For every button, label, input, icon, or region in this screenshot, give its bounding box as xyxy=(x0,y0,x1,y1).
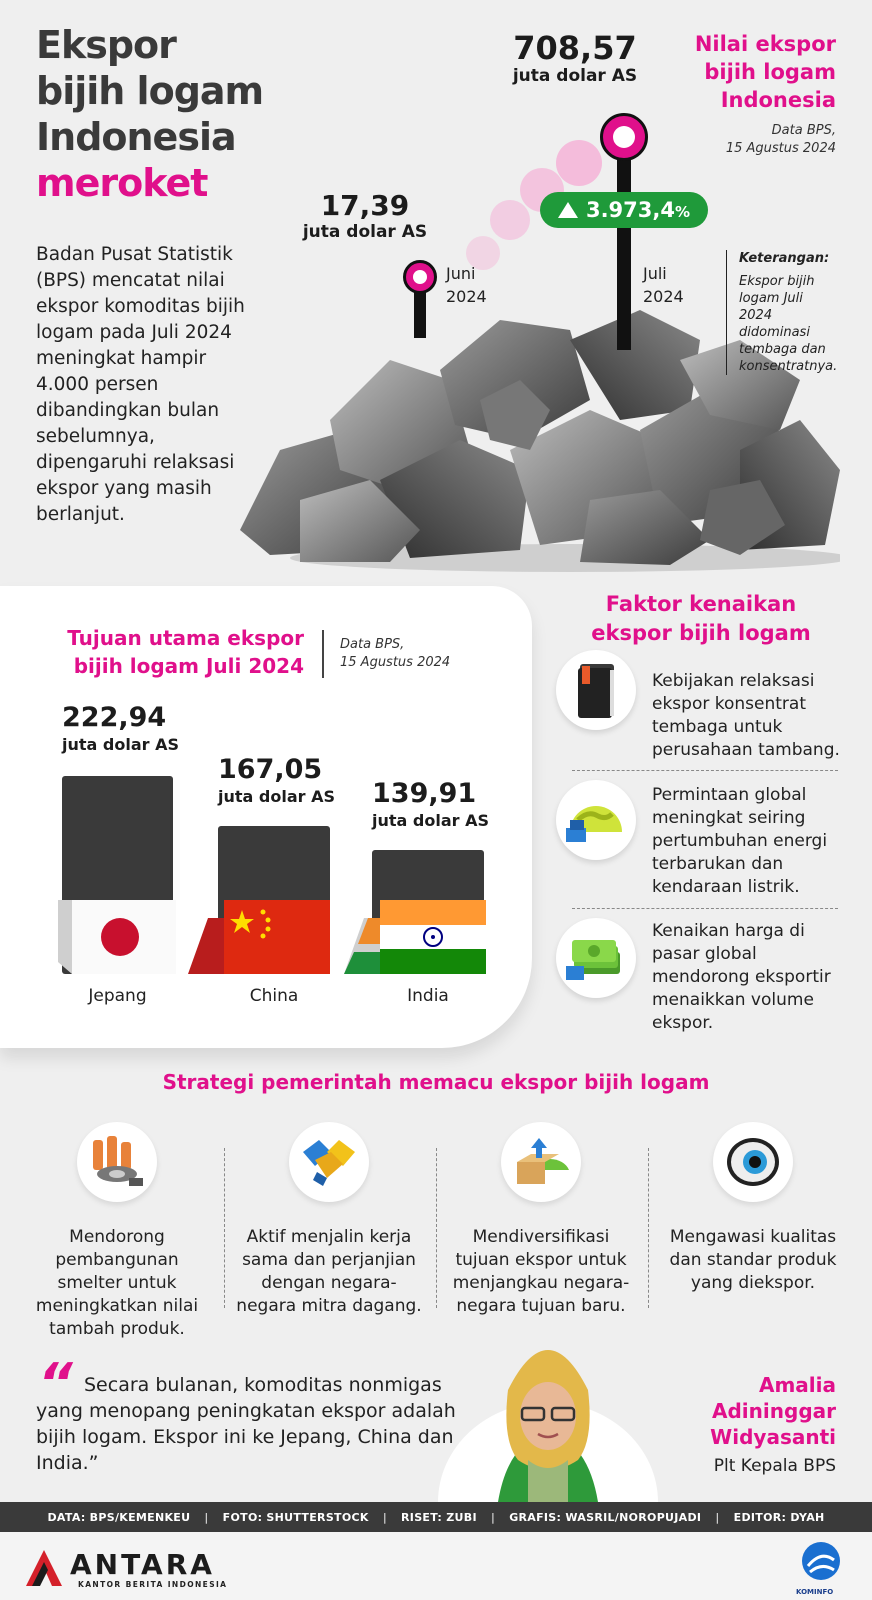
bar-value-china xyxy=(218,754,335,808)
factor-icon-2 xyxy=(556,780,636,860)
person-name xyxy=(676,1372,836,1450)
trail-dot-2 xyxy=(490,200,530,240)
unit-jepang: juta dolar AS xyxy=(62,735,179,754)
nilai-line-3: Indonesia xyxy=(720,88,836,112)
nilai-line-1: Nilai ekspor xyxy=(694,32,836,56)
factor-icon-1 xyxy=(556,650,636,730)
tujuan-source-2: 15 Agustus 2024 xyxy=(340,655,451,670)
kominfo-logo-icon xyxy=(800,1540,842,1586)
person-name-3: Widyasanti xyxy=(710,1425,836,1449)
antara-logo-icon xyxy=(22,1546,66,1590)
strategi-title: Strategi pemerintah memacu ekspor bijih logam xyxy=(162,1070,710,1094)
june-marker-stem xyxy=(414,288,426,338)
factor-text-1: Kebijakan relaksasi ekspor konsentrat tembaga untuk perusahaan tambang. xyxy=(652,671,840,760)
bar-value-india xyxy=(372,778,489,832)
credit-riset: RISET: ZUBI xyxy=(401,1510,477,1524)
factor-text-2: Permintaan global meningkat seiring pertumbuhan energi terbarukan dan kendaraan listrik. xyxy=(652,785,828,897)
page-title xyxy=(36,22,263,206)
unit-india: juta dolar AS xyxy=(372,811,489,830)
june-year: 2024 xyxy=(446,287,487,306)
june-period-label xyxy=(446,262,487,308)
strategy-item-1 xyxy=(22,1122,212,1341)
june-month: Juni xyxy=(446,264,476,283)
money-icon xyxy=(556,918,636,998)
value-china: 167,05 xyxy=(218,754,323,785)
june-unit: juta dolar AS xyxy=(302,222,428,242)
handshake-icon xyxy=(297,1130,361,1194)
unit-china: juta dolar AS xyxy=(218,787,335,806)
kominfo-wordmark: KOMINFO xyxy=(796,1588,834,1596)
keterangan-note xyxy=(726,250,836,375)
strategy-text-3: Mendiversifikasi tujuan ekspor untuk menjangkau negara-negara tujuan baru. xyxy=(452,1227,630,1316)
title-line-3: Indonesia xyxy=(36,115,236,159)
intro-paragraph: Badan Pusat Statistik (BPS) mencatat nilai ekspor komoditas bijih logam pada Juli 2024 meningkat hampir 4.000 persen dibandingkan bulan sebelumnya, dipengaruhi relaksasi ekspor yang masih berlanjut. xyxy=(36,244,245,525)
factor-divider-1 xyxy=(572,770,838,771)
country-jepang: Jepang xyxy=(88,986,147,1006)
tujuan-title xyxy=(62,624,304,680)
growth-value: 3.973,4 xyxy=(585,198,675,222)
strategy-divider-1 xyxy=(224,1148,225,1308)
nilai-source-2: 15 Agustus 2024 xyxy=(725,141,836,156)
june-value: 17,39 xyxy=(320,189,410,222)
box-globe-icon xyxy=(509,1130,573,1194)
antara-wordmark: ANTARA xyxy=(70,1548,215,1581)
title-line-4: meroket xyxy=(36,161,208,205)
growth-badge xyxy=(540,192,708,228)
strategy-icon-4 xyxy=(713,1122,793,1202)
july-value: 708,57 xyxy=(513,29,637,67)
tujuan-title-2: bijih logam Juli 2024 xyxy=(73,654,304,678)
eye-icon xyxy=(721,1130,785,1194)
value-jepang: 222,94 xyxy=(62,702,167,733)
june-marker-pin xyxy=(403,260,437,294)
tujuan-source xyxy=(340,636,450,672)
june-value-label xyxy=(300,190,430,242)
strategy-text-1: Mendorong pembangunan smelter untuk meningkatkan nilai tambah produk. xyxy=(35,1227,199,1339)
strategy-icon-2 xyxy=(289,1122,369,1202)
person-role: Plt Kepala BPS xyxy=(713,1456,836,1476)
strategy-item-2 xyxy=(234,1122,424,1318)
person-name-1: Amalia xyxy=(758,1373,836,1397)
july-year: 2024 xyxy=(643,287,684,306)
credit-foto: FOTO: SHUTTERSTOCK xyxy=(222,1510,369,1524)
antara-subtitle: KANTOR BERITA INDONESIA xyxy=(78,1580,228,1589)
faktor-title xyxy=(570,590,832,648)
tujuan-source-1: Data BPS, xyxy=(340,637,405,652)
globe-icon xyxy=(556,780,636,860)
strategy-item-3 xyxy=(446,1122,636,1318)
portrait-illustration xyxy=(438,1330,658,1502)
keterangan-heading: Keterangan: xyxy=(739,251,830,266)
strategy-divider-2 xyxy=(436,1148,437,1308)
title-line-1: Ekspor xyxy=(36,23,176,67)
strategy-icon-1 xyxy=(77,1122,157,1202)
flag-china-icon xyxy=(188,900,330,974)
tujuan-divider xyxy=(322,630,324,678)
quote-text: Secara bulanan, komoditas nonmigas yang menopang peningkatan ekspor adalah bijih logam. Ekspor ini ke Jepang, China dan India.” xyxy=(36,1374,456,1474)
credit-editor: EDITOR: DYAH xyxy=(733,1510,825,1524)
book-icon xyxy=(556,650,636,730)
strategy-item-4 xyxy=(658,1122,848,1295)
nilai-line-2: bijih logam xyxy=(704,60,836,84)
faktor-title-2: ekspor bijih logam xyxy=(591,621,811,645)
factor-icon-3 xyxy=(556,918,636,998)
flag-japan-icon xyxy=(58,900,180,974)
july-month: Juli xyxy=(643,264,667,283)
july-unit: juta dolar AS xyxy=(512,66,638,86)
july-period-label xyxy=(643,262,684,308)
july-marker-stem xyxy=(617,150,631,350)
credit-data: DATA: BPS/KEMENKEU xyxy=(47,1510,191,1524)
trail-dot-4 xyxy=(556,140,602,186)
factor-text-3: Kenaikan harga di pasar global mendorong eksportir menaikkan volume ekspor. xyxy=(652,921,831,1033)
faktor-title-1: Faktor kenaikan xyxy=(605,592,797,616)
strategy-divider-3 xyxy=(648,1148,649,1308)
country-india: India xyxy=(407,986,449,1006)
quote-mark-icon: “ xyxy=(38,1352,73,1415)
credit-grafis: GRAFIS: WASRIL/NOROPUJADI xyxy=(509,1510,702,1524)
up-arrow-icon xyxy=(558,202,578,218)
nilai-ekspor-heading xyxy=(636,30,836,158)
keterangan-text: Ekspor bijih logam Juli 2024 didominasi tembaga dan konsentratnya. xyxy=(739,274,838,374)
nilai-source-1: Data BPS, xyxy=(771,123,836,138)
value-india: 139,91 xyxy=(372,778,477,809)
tujuan-title-1: Tujuan utama ekspor xyxy=(67,626,304,650)
july-value-label xyxy=(510,30,640,86)
country-china: China xyxy=(249,986,299,1006)
growth-percent: % xyxy=(674,203,691,221)
strategy-text-2: Aktif menjalin kerja sama dan perjanjian dengan negara-negara mitra dagang. xyxy=(236,1227,422,1316)
credits-bar: DATA: BPS/KEMENKEU | FOTO: SHUTTERSTOCK | RISET: ZUBI | GRAFIS: WASRIL/NOROPUJADI | EDITOR: DYAH xyxy=(0,1502,872,1532)
bar-value-jepang xyxy=(62,702,179,756)
flag-india-icon xyxy=(344,900,486,974)
smelter-icon xyxy=(85,1130,149,1194)
factor-divider-2 xyxy=(572,908,838,909)
person-name-2: Adininggar xyxy=(712,1399,836,1423)
strategy-text-4: Mengawasi kualitas dan standar produk yang diekspor. xyxy=(669,1227,837,1293)
strategy-icon-3 xyxy=(501,1122,581,1202)
title-line-2: bijih logam xyxy=(36,69,264,113)
